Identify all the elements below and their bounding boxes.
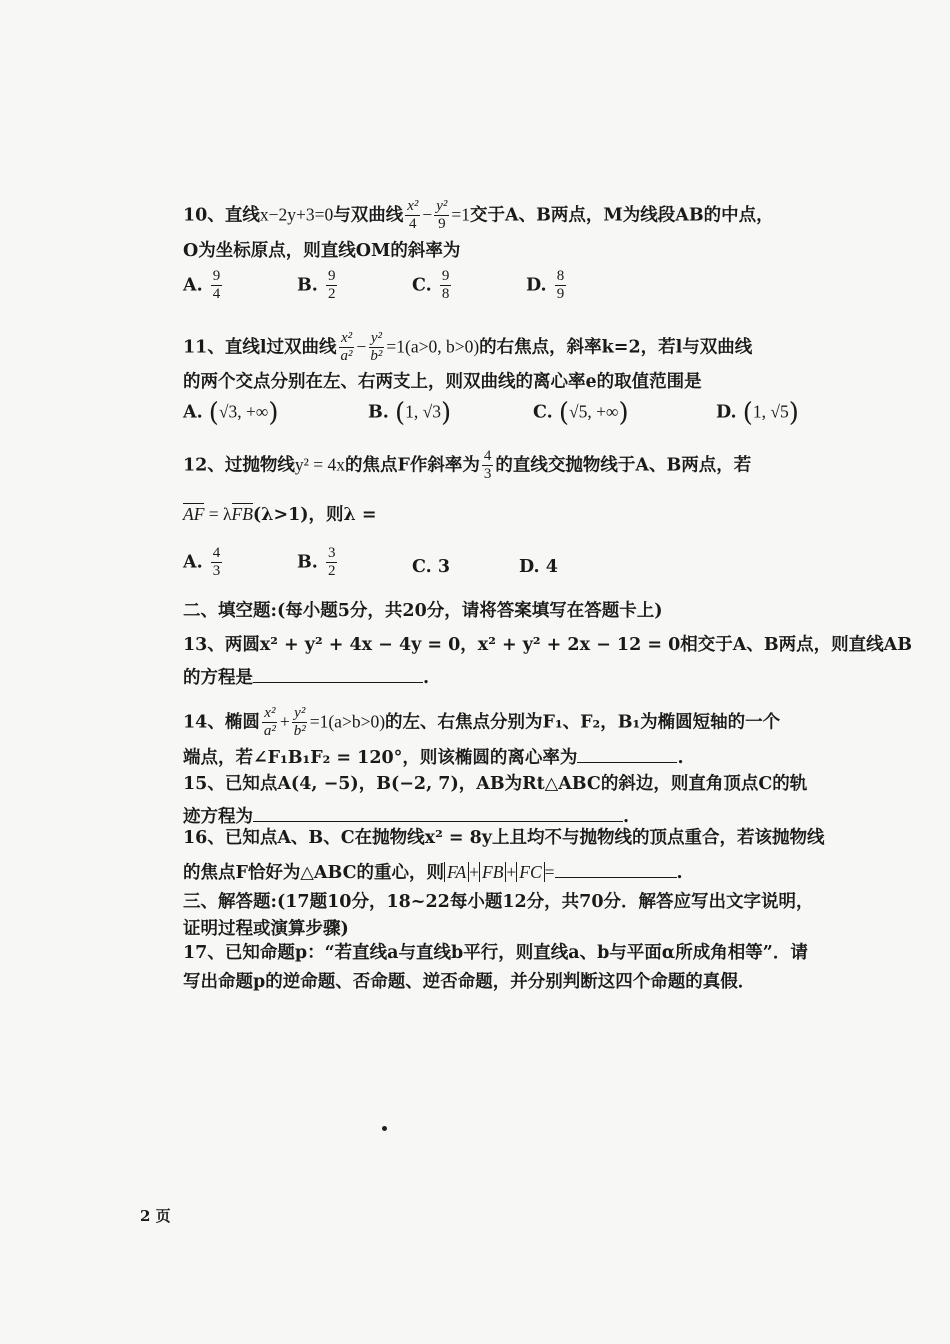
q12-option-c: C. 3	[412, 557, 450, 577]
q10-option-d: D. $\frac{8}{9}$	[526, 268, 565, 303]
q14-line2: 端点，若∠F₁B₁F₂ = 120°，则该椭圆的离心率为 .	[183, 748, 684, 768]
q16-line2: 的焦点F恰好为△ABC的重心，则 FA + FB + FC = .	[183, 862, 683, 883]
q10-option-c: C. $\frac{9}{8}$	[412, 268, 450, 303]
stray-dot	[382, 1126, 387, 1131]
q13-line1: 13、两圆x² + y² + 4x − 4y = 0，x² + y² + 2x − 12 = 0相交于A、B两点，则直线AB	[183, 635, 913, 655]
section3-heading-line2: 证明过程或演算步骤)	[183, 919, 349, 939]
q10-frac-x: $\frac{\text{x²}}{4}$	[407, 198, 419, 233]
abs-fa: FA	[444, 862, 469, 882]
q12-option-b: B. $\frac{3}{2}$	[297, 545, 336, 580]
q17-line1: 17、已知命题p：“若直线a与直线b平行，则直线a、b与平面α所成角相等”．请	[183, 943, 808, 963]
q13-answer-blank[interactable]	[253, 666, 423, 683]
q14-frac-x: $\frac{\text{x²}}{\text{a²}}$	[263, 705, 276, 740]
q11-frac-x: $\frac{\text{x²}}{\text{a²}}$	[340, 330, 353, 365]
q14-line1: 14、椭圆 $\frac{\text{x²}}{\text{a²}}$ + $\frac{\text{y²}}{\text{b²}}$ =1(a>b>0)的左、右焦点分别为F₁、F₂，B₁为椭圆短轴的一个	[183, 705, 781, 740]
q14-frac-y: $\frac{\text{y²}}{\text{b²}}$	[293, 705, 306, 740]
abs-fc: FC	[516, 862, 544, 882]
q12-option-a: A. $\frac{4}{3}$	[183, 545, 221, 580]
q13-line2: 的方程是 .	[183, 668, 430, 688]
q10-option-b: B. $\frac{9}{2}$	[297, 268, 336, 303]
q15-line2: 迹方程为 .	[183, 807, 630, 827]
q17-line2: 写出命题p的逆命题、否命题、逆否命题，并分别判断这四个命题的真假．	[183, 972, 756, 992]
q15-answer-blank[interactable]	[253, 805, 623, 822]
q12-slope-frac: $\frac{4}{3}$	[483, 448, 492, 483]
q11-option-b: B. (1, √3)	[368, 398, 452, 428]
page-number: 2 页	[140, 1207, 171, 1225]
q10-line2: O为坐标原点，则直线OM的斜率为	[183, 241, 461, 261]
q11-option-c: C. (√5, +∞)	[533, 398, 629, 428]
q12-option-d: D. 4	[519, 557, 558, 577]
q14-answer-blank[interactable]	[577, 746, 677, 763]
q11-frac-y: $\frac{\text{y²}}{\text{b²}}$	[370, 330, 383, 365]
section3-heading-line1: 三、解答题:(17题10分，18~22每小题12分，共70分．解答应写出文字说明，	[183, 892, 814, 912]
q12-line2: AF = λFB(λ>1)，则λ =	[183, 504, 377, 525]
q15-line1: 15、已知点A(4, −5)，B(−2, 7)，AB为Rt△ABC的斜边，则直角顶点C的轨	[183, 774, 808, 794]
q11-line1: 11、直线l过双曲线 $\frac{\text{x²}}{\text{a²}}$ − $\frac{\text{y²}}{\text{b²}}$ =1(a>0, b>0)的右焦点，斜率k=2，若l与双曲线	[183, 330, 753, 365]
q10-frac-y: $\frac{\text{y²}}{9}$	[436, 198, 448, 233]
q11-option-d: D. (1, √5)	[716, 398, 799, 428]
q11-option-a: A. (√3, +∞)	[183, 398, 279, 428]
q11-line2: 的两个交点分别在左、右两支上，则双曲线的离心率e的取值范围是	[183, 372, 702, 392]
q16-line1: 16、已知点A、B、C在抛物线x² = 8y上且均不与抛物线的顶点重合，若该抛物线	[183, 828, 825, 848]
abs-fb: FB	[479, 862, 506, 882]
q12-line1: 12、过抛物线y² = 4x的焦点F作斜率为 $\frac{4}{3}$ 的直线交抛物线于A、B两点，若	[183, 448, 752, 483]
q10-option-a: A. $\frac{9}{4}$	[183, 268, 221, 303]
q16-answer-blank[interactable]	[555, 861, 677, 878]
q10-line1: 10、直线x−2y+3=0与双曲线 $\frac{\text{x²}}{4}$ − $\frac{\text{y²}}{9}$ =1交于A、B两点，M为线段AB的中点，	[183, 198, 774, 233]
section2-heading: 二、填空题:(每小题5分，共20分，请将答案填写在答题卡上)	[183, 601, 663, 621]
